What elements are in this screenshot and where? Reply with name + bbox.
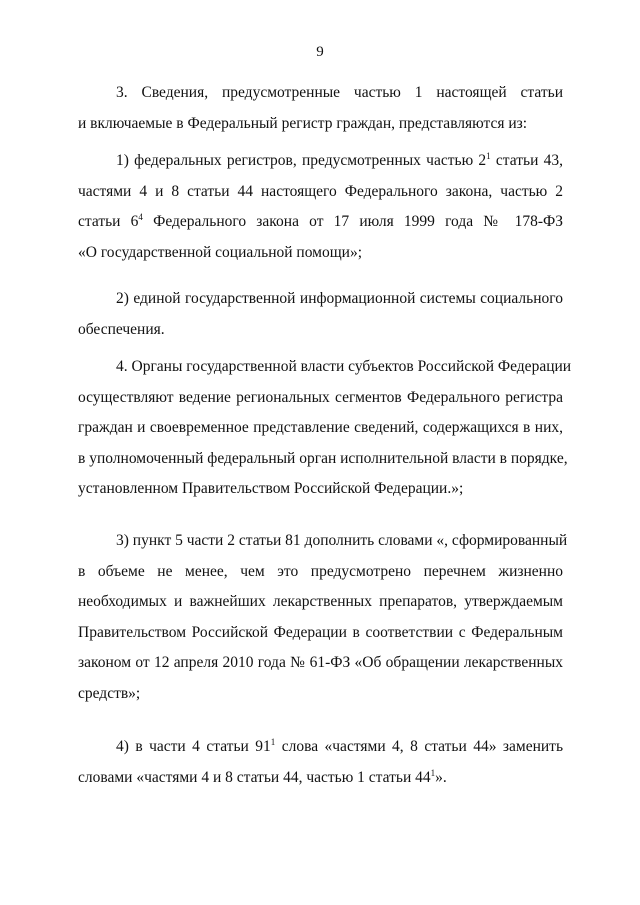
paragraph-line: в уполномоченный федеральный орган исполнительной власти в порядке,	[78, 449, 568, 467]
paragraph-line: необходимых и важнейших лекарственных препаратов, утверждаемым	[78, 593, 563, 610]
paragraph-line: 2) единой государственной информационной системы социального	[116, 290, 563, 307]
paragraph-line	[78, 207, 563, 238]
paragraph-line: «О государственной социальной помощи»;	[78, 243, 363, 261]
item-3	[78, 526, 568, 709]
paragraph-line	[78, 732, 563, 763]
line-text: 4) в части 4 статьи 91	[116, 738, 271, 755]
paragraph-3-1	[78, 146, 563, 268]
paragraph-line: частями 4 и 8 статьи 44 настоящего Федерального закона, частью 2	[78, 182, 563, 200]
line-text: слова «частями 4, 8 статьи 44» заменить	[281, 738, 564, 755]
superscript: 4	[138, 212, 143, 222]
line-text: статьи 6	[78, 213, 139, 230]
paragraph-line: 3) пункт 5 части 2 статьи 81 дополнить словами «, сформированный	[116, 532, 568, 549]
paragraph-line: установленном Правительством Российской Федерации.»;	[78, 480, 464, 497]
paragraph-line: законом от 12 апреля 2010 года № 61-ФЗ «Об обращении лекарственных	[78, 654, 563, 671]
paragraph-line: 3. Сведения, предусмотренные частью 1 настоящей статьи	[116, 84, 563, 101]
paragraph-line: средств»;	[78, 684, 141, 702]
line-text: словами «частями 4 и 8 статьи 44, частью 1 статьи 44	[78, 768, 431, 786]
line-text: статьи 43,	[495, 152, 563, 169]
paragraph-line: граждан и своевременное представление сведений, содержащихся в них,	[78, 419, 563, 436]
paragraph-line: в объеме не менее, чем это предусмотрено перечнем жизненно	[78, 562, 563, 580]
superscript: 1	[270, 737, 276, 747]
paragraph-line: и включаемые в Федеральный регистр граждан, представляются из:	[78, 114, 528, 132]
line-text: Федерального закона от 17 июля 1999 года № 178-ФЗ	[153, 213, 563, 230]
superscript: 1	[486, 151, 491, 161]
superscript: 1	[430, 767, 436, 778]
paragraph-line: обеспечения.	[78, 320, 165, 338]
line-text: 1) федеральных регистров, предусмотренных частью 2	[116, 152, 487, 169]
paragraph-line	[78, 763, 563, 794]
item-4	[78, 732, 563, 793]
page-number: 9	[316, 44, 324, 60]
paragraph-3-2	[78, 284, 563, 345]
paragraph-3	[78, 78, 563, 139]
paragraph-4	[78, 352, 572, 505]
line-text: ».	[435, 768, 447, 786]
paragraph-line: осуществляют ведение региональных сегментов Федерального регистра	[78, 388, 563, 406]
paragraph-line: 4. Органы государственной власти субъектов Российской Федерации	[116, 358, 572, 375]
paragraph-line	[78, 146, 563, 177]
paragraph-line: Правительством Российской Федерации в соответствии с Федеральным	[78, 623, 563, 641]
